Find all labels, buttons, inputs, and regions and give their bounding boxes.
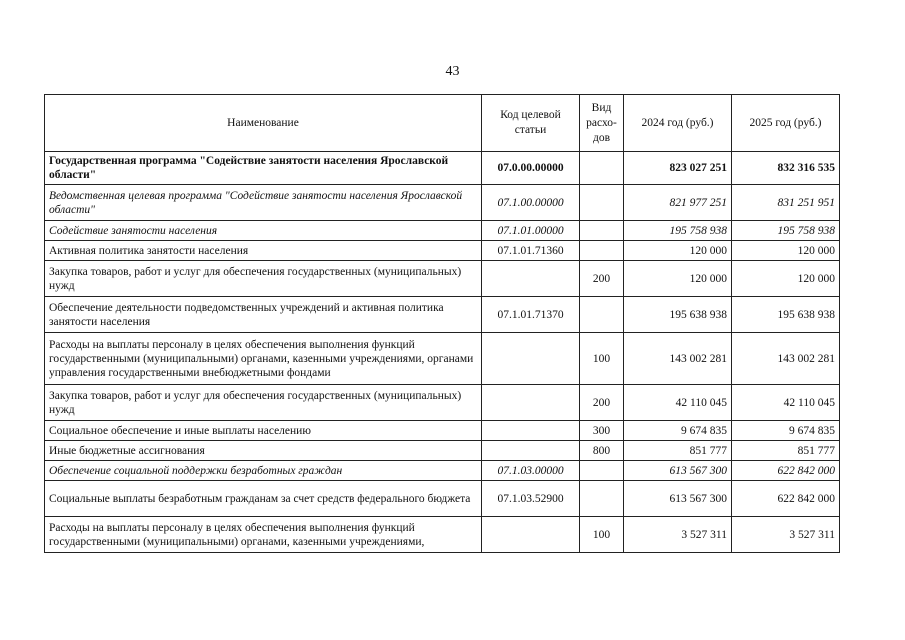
cell-2025: 42 110 045: [732, 385, 840, 421]
cell-type: [580, 185, 624, 221]
cell-2025: 622 842 000: [732, 481, 840, 517]
cell-code: [482, 333, 580, 385]
cell-2024: 613 567 300: [624, 461, 732, 481]
header-type: Вид расхо-дов: [580, 95, 624, 152]
cell-type: [580, 221, 624, 241]
header-code: Код целевой статьи: [482, 95, 580, 152]
cell-code: 07.1.01.71370: [482, 297, 580, 333]
table-row: [45, 385, 840, 421]
table-row: [45, 333, 840, 385]
cell-code: 07.1.03.00000: [482, 461, 580, 481]
cell-code: [482, 441, 580, 461]
cell-2025: 851 777: [732, 441, 840, 461]
cell-code: 07.1.01.00000: [482, 221, 580, 241]
cell-code: [482, 261, 580, 297]
table-row: [45, 461, 840, 481]
cell-type: [580, 481, 624, 517]
table-row: [45, 297, 840, 333]
cell-type: [580, 461, 624, 481]
table-row: [45, 421, 840, 441]
cell-2025: 143 002 281: [732, 333, 840, 385]
table-row: [45, 517, 840, 553]
cell-2024: 143 002 281: [624, 333, 732, 385]
cell-2024: 195 758 938: [624, 221, 732, 241]
cell-name: Активная политика занятости населения: [45, 241, 482, 261]
cell-name: Закупка товаров, работ и услуг для обеспечения государственных (муниципальных) нужд: [45, 261, 482, 297]
cell-2024: 3 527 311: [624, 517, 732, 553]
cell-2024: 821 977 251: [624, 185, 732, 221]
cell-name: Обеспечение деятельности подведомственных учреждений и активная политика занятости населения: [45, 297, 482, 333]
cell-code: 07.1.01.71360: [482, 241, 580, 261]
cell-2025: 195 758 938: [732, 221, 840, 241]
cell-2025: 9 674 835: [732, 421, 840, 441]
cell-2024: 613 567 300: [624, 481, 732, 517]
budget-table: [44, 94, 840, 553]
cell-2025: 195 638 938: [732, 297, 840, 333]
cell-type: 300: [580, 421, 624, 441]
cell-name: Расходы на выплаты персоналу в целях обеспечения выполнения функций государственными (муниципальными) органами, казенными учреждениями, органами управления государственными внебюджетными фондами: [45, 333, 482, 385]
cell-2025: 831 251 951: [732, 185, 840, 221]
cell-type: 200: [580, 385, 624, 421]
table-row: [45, 441, 840, 461]
cell-name: Расходы на выплаты персоналу в целях обеспечения выполнения функций государственными (муниципальными) органами, казенными учреждениями,: [45, 517, 482, 553]
cell-name: Государственная программа "Содействие занятости населения Ярославской области": [45, 152, 482, 185]
cell-name: Социальное обеспечение и иные выплаты населению: [45, 421, 482, 441]
cell-type: [580, 241, 624, 261]
table-row: [45, 185, 840, 221]
cell-2025: 3 527 311: [732, 517, 840, 553]
cell-type: 800: [580, 441, 624, 461]
header-2025: 2025 год (руб.): [732, 95, 840, 152]
cell-type: [580, 297, 624, 333]
cell-2024: 120 000: [624, 241, 732, 261]
header-name: Наименование: [45, 95, 482, 152]
table-row: [45, 261, 840, 297]
cell-type: 100: [580, 517, 624, 553]
cell-2024: 851 777: [624, 441, 732, 461]
cell-2025: 120 000: [732, 241, 840, 261]
cell-name: Социальные выплаты безработным гражданам за счет средств федерального бюджета: [45, 481, 482, 517]
table-row: [45, 221, 840, 241]
cell-2024: 42 110 045: [624, 385, 732, 421]
cell-2024: 195 638 938: [624, 297, 732, 333]
cell-name: Обеспечение социальной поддержки безработных граждан: [45, 461, 482, 481]
cell-name: Ведомственная целевая программа "Содействие занятости населения Ярославской области": [45, 185, 482, 221]
cell-2025: 120 000: [732, 261, 840, 297]
cell-code: 07.1.03.52900: [482, 481, 580, 517]
cell-2024: 9 674 835: [624, 421, 732, 441]
cell-2025: 622 842 000: [732, 461, 840, 481]
header-row: [45, 95, 840, 152]
cell-name: Иные бюджетные ассигнования: [45, 441, 482, 461]
table-row: [45, 152, 840, 185]
cell-2024: 120 000: [624, 261, 732, 297]
cell-name: Закупка товаров, работ и услуг для обеспечения государственных (муниципальных) нужд: [45, 385, 482, 421]
cell-code: [482, 421, 580, 441]
cell-type: [580, 152, 624, 185]
table-body: [45, 152, 840, 553]
cell-code: [482, 385, 580, 421]
cell-2024: 823 027 251: [624, 152, 732, 185]
page-number: 43: [445, 64, 460, 79]
cell-type: 100: [580, 333, 624, 385]
table-row: [45, 241, 840, 261]
cell-type: 200: [580, 261, 624, 297]
table-row: [45, 481, 840, 517]
header-2024: 2024 год (руб.): [624, 95, 732, 152]
cell-code: [482, 517, 580, 553]
cell-name: Содействие занятости населения: [45, 221, 482, 241]
cell-2025: 832 316 535: [732, 152, 840, 185]
cell-code: 07.1.00.00000: [482, 185, 580, 221]
cell-code: 07.0.00.00000: [482, 152, 580, 185]
